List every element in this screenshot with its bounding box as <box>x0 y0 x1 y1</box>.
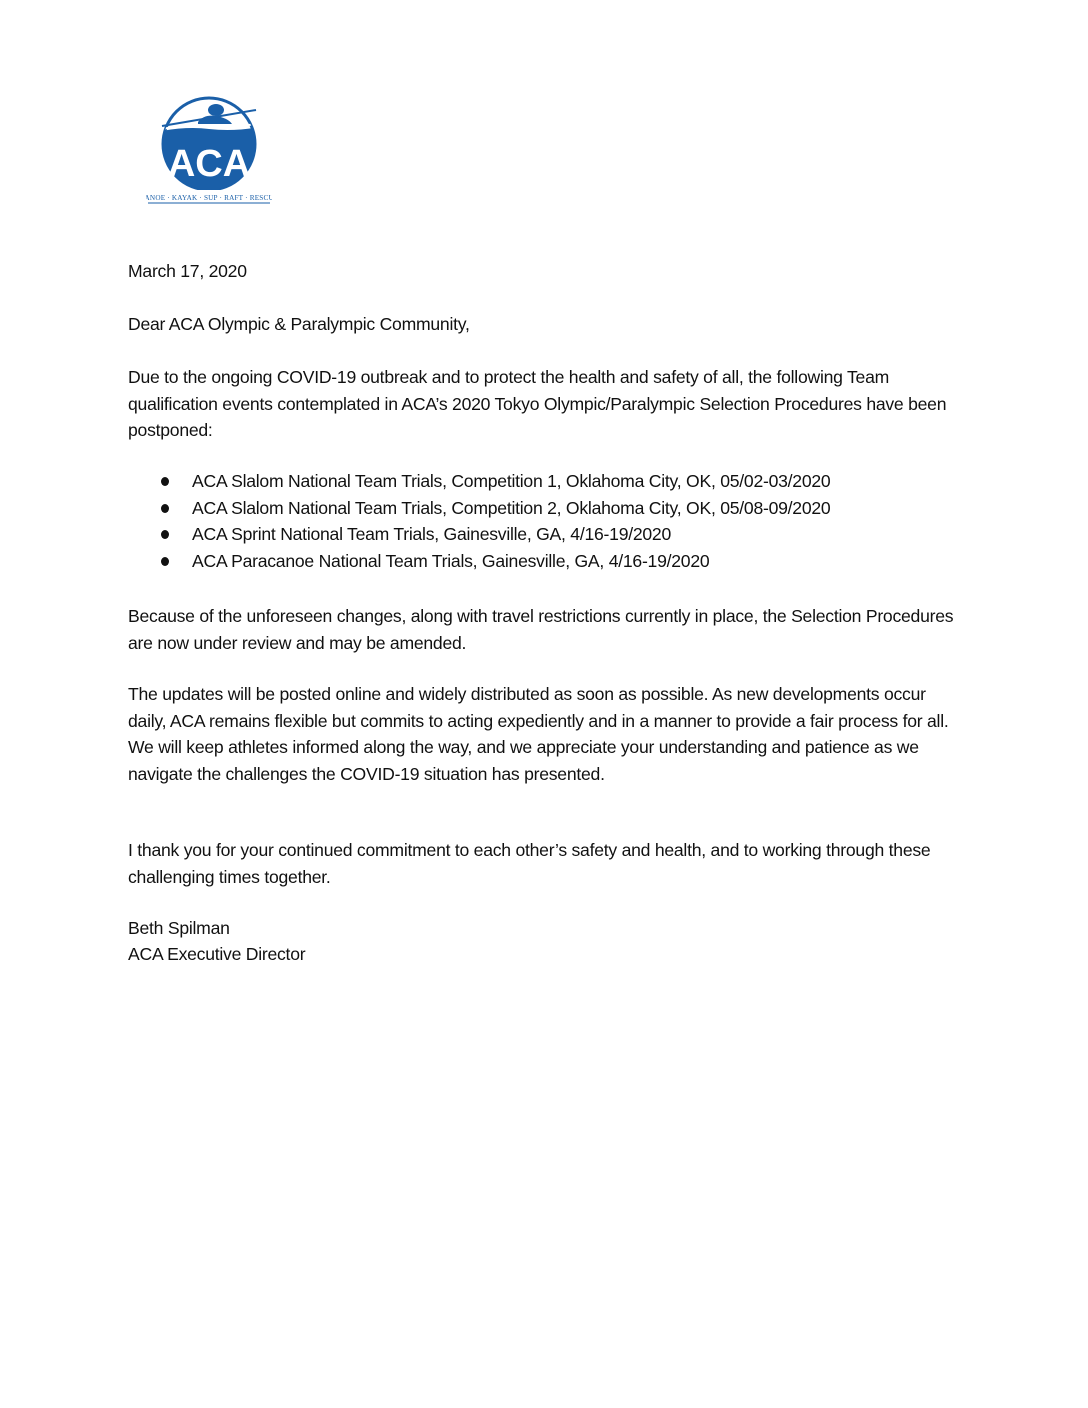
date-text: March 17, 2020 <box>128 261 247 281</box>
paddler-emblem-icon <box>146 96 272 204</box>
letter-date <box>128 258 968 285</box>
event-text: ACA Slalom National Team Trials, Competition 2, Oklahoma City, OK, 05/08-09/2020 <box>192 497 831 518</box>
svg-text:CANOE · KAYAK · SUP · RAFT · R: CANOE · KAYAK · SUP · RAFT · RESCUE <box>146 194 272 202</box>
svg-text:ACA: ACA <box>167 143 251 185</box>
paragraph-text: The updates will be posted online and widely distributed as soon as possible. As new developments occur daily, ACA remains flexible but commits to acting expediently and in a manner to provide a fair process for all. We will keep athletes informed along the way, and we appreciate your understanding and patience as we navigate the challenges the COVID-19 situation has presented. <box>128 684 949 784</box>
paragraph-text: Because of the unforeseen changes, along with travel restrictions currently in place, the Selection Procedures are now under review and may be amended. <box>128 606 954 653</box>
event-text: ACA Slalom National Team Trials, Competition 1, Oklahoma City, OK, 05/02-03/2020 <box>192 471 831 491</box>
paragraph-updates <box>128 681 968 787</box>
list-item <box>128 521 968 548</box>
signature-name-text: Beth Spilman <box>128 918 230 938</box>
paragraph-review-notice <box>128 603 968 656</box>
bullet-icon <box>161 504 169 513</box>
paragraph-text: I thank you for your continued commitment to each other’s safety and health, and to working through these challenging times together. <box>128 840 931 887</box>
paragraph-text: Due to the ongoing COVID-19 outbreak and to protect the health and safety of all, the following Team qualification events contemplated in ACA’s 2020 Tokyo Olympic/Paralympic Selection Procedures have been postponed: <box>128 367 947 440</box>
aca-logo <box>146 96 272 204</box>
list-item <box>128 548 968 575</box>
list-item <box>128 468 968 495</box>
paragraph-postponement-intro <box>128 364 968 444</box>
signature-name <box>128 915 968 942</box>
list-item <box>128 495 968 522</box>
bullet-icon <box>161 477 169 486</box>
event-text: ACA Sprint National Team Trials, Gainesville, GA, 4/16-19/2020 <box>192 524 672 544</box>
signature-title <box>128 941 968 968</box>
salutation-text: Dear ACA Olympic & Paralympic Community, <box>128 314 470 334</box>
letter-salutation <box>128 311 968 338</box>
signature-title-text: ACA Executive Director <box>128 944 306 964</box>
event-text: ACA Paracanoe National Team Trials, Gainesville, GA, 4/16-19/2020 <box>192 550 710 571</box>
paragraph-thanks <box>128 837 968 890</box>
postponed-events-list <box>128 468 968 574</box>
bullet-icon <box>161 530 169 539</box>
bullet-icon <box>161 557 169 566</box>
